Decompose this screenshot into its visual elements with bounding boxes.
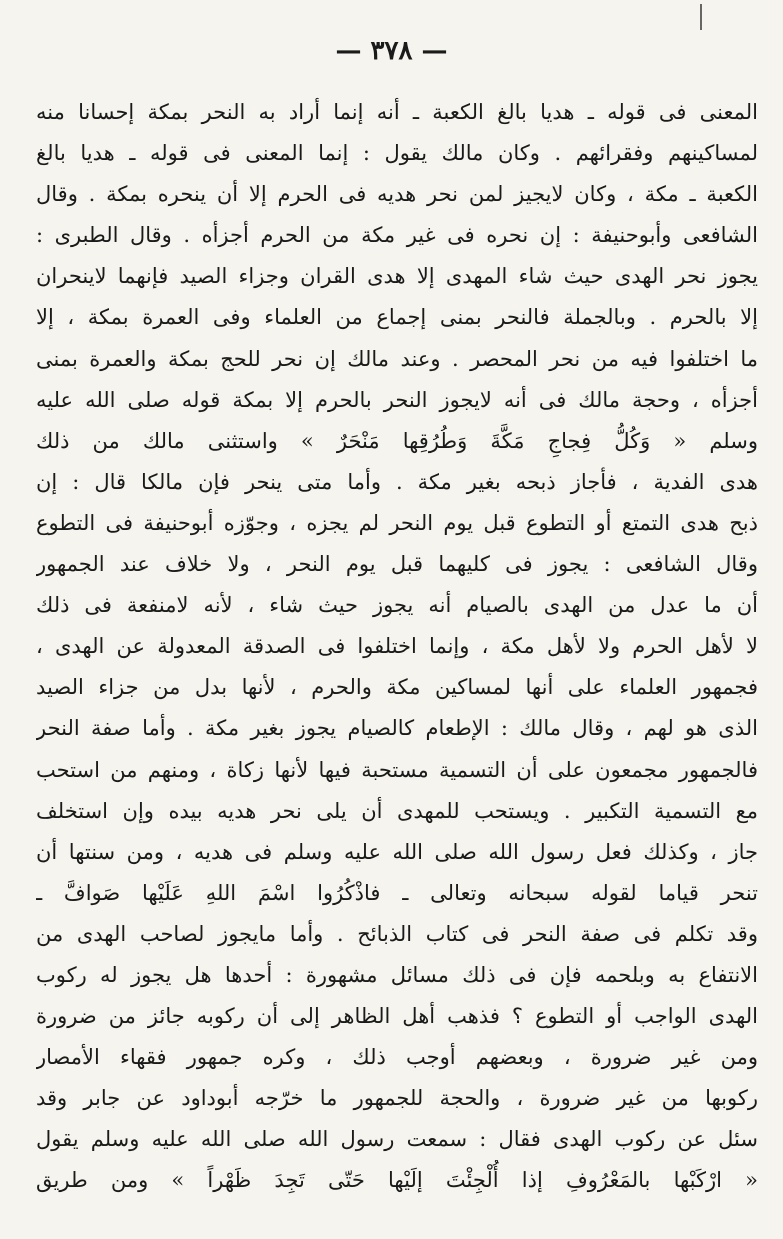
text-line: أجزأه ، وحجة مالك فى أنه لايجوز النحر بالحرم إلا بمكة قوله صلى الله عليه bbox=[36, 387, 758, 412]
text-line: الشافعى وأبوحنيفة : إن نحره فى غير مكة من الحرم أجزأه . وقال الطبرى : bbox=[36, 223, 758, 248]
text-line: وقد تكلم فى صفة النحر فى كتاب الذبائح . وأما مايجوز لصاحب الهدى من bbox=[36, 921, 758, 946]
text-line: أن ما عدل من الهدى بالصيام أنه يجوز حيث شاء ، لأنه لامنفعة فى ذلك bbox=[36, 593, 758, 618]
text-line: ذبح هدى التمتع أو التطوع قبل يوم النحر لم يجزه ، وجوّزه أبوحنيفة فى التطوع bbox=[36, 510, 758, 535]
body-text bbox=[36, 92, 758, 1202]
text-line: مع التسمية التكبير . ويستحب للمهدى أن يلى نحر هديه بيده وإن استخلف bbox=[36, 798, 758, 823]
text-line: الكعبة ـ مكة ، وكان لايجيز لمن نحر هديه فى الحرم إلا أن ينحره بمكة . وقال bbox=[36, 182, 758, 207]
text-line: المعنى فى قوله ـ هديا بالغ الكعبة ـ أنه إنما أراد به النحر بمكة إحسانا منه bbox=[36, 100, 758, 124]
text-line: ومن غير ضرورة ، وبعضهم أوجب ذلك ، وكره جمهور فقهاء الأمصار bbox=[36, 1045, 758, 1070]
binding-mark bbox=[700, 4, 710, 30]
text-line: إلا بالحرم . وبالجملة فالنحر بمنى إجماع من العلماء وفى العمرة بمكة ، إلا bbox=[36, 305, 758, 330]
text-line: الهدى الواجب أو التطوع ؟ فذهب أهل الظاهر إلى أن ركوبه جائز من ضرورة bbox=[36, 1004, 758, 1029]
text-line: فالجمهور مجمعون على أن التسمية مستحبة فيها لأنها زكاة ، ومنهم من استحب bbox=[36, 757, 758, 782]
text-line: وسلم « وَكُلُّ فِجاجِ مَكَّةَ وَطُرُقِها مَنْحَرٌ » واستثنى مالك من ذلك bbox=[36, 428, 758, 453]
text-line: سئل عن ركوب الهدى فقال : سمعت رسول الله صلى الله عليه وسلم يقول bbox=[36, 1127, 758, 1152]
text-line: جاز ، وكذلك فعل رسول الله صلى الله عليه وسلم فى هديه ، ومن سنتها أن bbox=[36, 839, 758, 864]
text-line: تنحر قياما لقوله سبحانه وتعالى ـ فاذْكُرُوا اسْمَ اللهِ عَلَيْها صَوافَّ ـ bbox=[36, 880, 758, 905]
text-line: هدى الفدية ، فأجاز ذبحه بغير مكة . وأما متى ينحر فإن مالكا قال : إن bbox=[36, 469, 758, 494]
text-line: فجمهور العلماء على أنها لمساكين مكة والحرم ، لأنها بدل من جزاء الصيد bbox=[36, 675, 758, 700]
text-line: « ارْكَبْها بالمَعْرُوفِ إذا أُلْجِئْتَ إلَيْها حَتّى تَجِدَ ظَهْراً » ومن طريق bbox=[36, 1168, 758, 1193]
text-line: يجوز نحر الهدى حيث شاء المهدى إلا هدى القران وجزاء الصيد فإنهما لاينحران bbox=[36, 264, 758, 289]
text-line: لا لأهل الحرم ولا لأهل مكة ، وإنما اختلفوا فى الصدقة المعدولة عن الهدى ، bbox=[36, 634, 758, 659]
text-line: ما اختلفوا فيه من نحر المحصر . وعند مالك إن نحر للحج بمكة والعمرة بمنى bbox=[36, 346, 758, 371]
text-line: لمساكينهم وفقرائهم . وكان مالك يقول : إنما المعنى فى قوله ـ هديا بالغ bbox=[36, 141, 758, 166]
text-line: الذى هو لهم ، وقال مالك : الإطعام كالصيام يجوز بغير مكة . وأما صفة النحر bbox=[36, 716, 758, 741]
text-line: وقال الشافعى : يجوز فى كليهما قبل يوم النحر ، ولا خلاف عند الجمهور bbox=[36, 552, 758, 577]
text-line: الانتفاع به وبلحمه فإن فى ذلك مسائل مشهورة : أحدها هل يجوز له ركوب bbox=[36, 962, 758, 987]
page-number: — ٣٧٨ — bbox=[335, 36, 448, 66]
text-line: ركوبها من غير ضرورة ، والحجة للجمهور ما خرّجه أبوداود عن جابر وقد bbox=[36, 1086, 758, 1111]
